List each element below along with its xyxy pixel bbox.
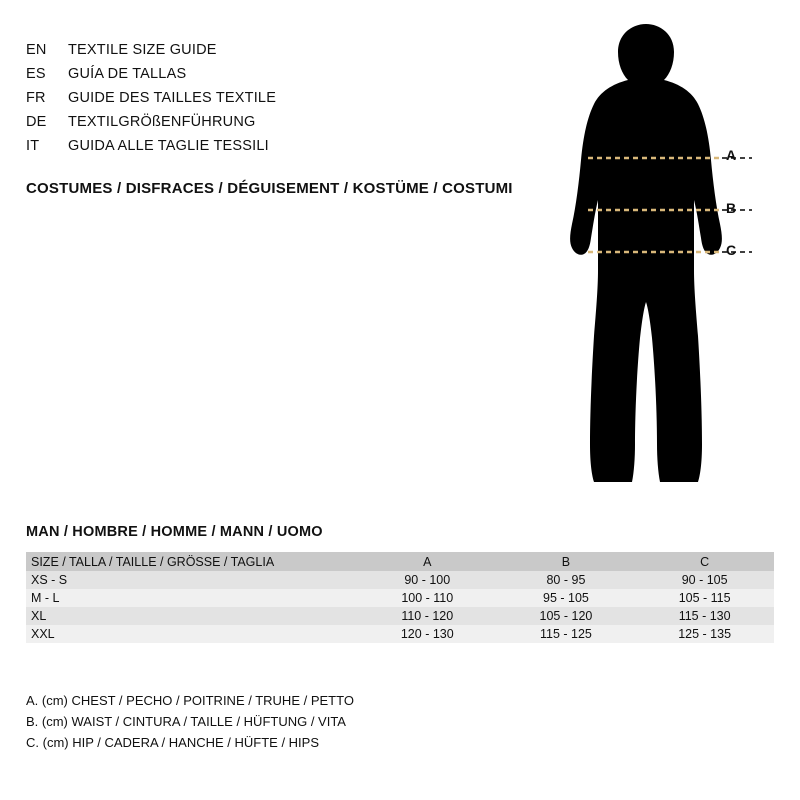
language-text: GUÍA DE TALLAS — [68, 66, 187, 82]
cell-waist: 115 - 125 — [539, 627, 592, 641]
table-row — [26, 607, 774, 625]
cell-hip: 125 - 135 — [678, 627, 732, 641]
size-table — [26, 552, 774, 643]
table-header-size: SIZE / TALLA / TAILLE / GRÖSSE / TAGLIA — [31, 554, 275, 569]
language-row — [26, 86, 466, 110]
language-code: ES — [26, 66, 46, 82]
cell-hip: 90 - 105 — [681, 573, 728, 587]
cell-chest: 120 - 130 — [400, 627, 454, 641]
costumes-subtitle: COSTUMES / DISFRACES / DÉGUISEMENT / KOSTÜME / COSTUMI — [26, 180, 513, 197]
legend-line-a: A. (cm) CHEST / PECHO / POITRINE / TRUHE / PETTO — [26, 693, 354, 708]
table-row — [26, 625, 774, 643]
cell-chest: 100 - 110 — [401, 591, 454, 605]
cell-waist: 105 - 120 — [539, 609, 593, 623]
language-text: TEXTILE SIZE GUIDE — [68, 42, 217, 58]
language-text: GUIDE DES TAILLES TEXTILE — [68, 90, 277, 106]
language-code: EN — [26, 42, 47, 58]
table-header-a: A — [423, 554, 432, 569]
cell-chest: 110 - 120 — [401, 609, 454, 623]
male-silhouette-icon — [540, 20, 780, 510]
measure-label-c: C — [726, 242, 737, 258]
language-row — [26, 110, 466, 134]
legend — [26, 690, 354, 753]
cell-size: XXL — [31, 627, 55, 641]
table-header — [26, 552, 774, 571]
legend-line-b: B. (cm) WAIST / CINTURA / TAILLE / HÜFTUNG / VITA — [26, 714, 346, 729]
cell-waist: 80 - 95 — [546, 573, 586, 587]
table-section-title: MAN / HOMBRE / HOMME / MANN / UOMO — [26, 524, 323, 540]
table-row — [26, 571, 774, 589]
legend-line-c: C. (cm) HIP / CADERA / HANCHE / HÜFTE / HIPS — [26, 735, 320, 750]
language-code: DE — [26, 114, 47, 130]
cell-hip: 115 - 130 — [678, 609, 731, 623]
language-row — [26, 134, 466, 158]
table-header-row — [26, 552, 774, 571]
cell-size: XL — [31, 609, 47, 623]
table-row — [26, 589, 774, 607]
table-header-c: C — [700, 554, 710, 569]
cell-waist: 95 - 105 — [543, 591, 589, 605]
table-body — [26, 571, 774, 643]
language-row — [26, 38, 466, 62]
measure-label-b: B — [726, 200, 737, 216]
measurement-figure — [540, 20, 780, 510]
language-text: GUIDA ALLE TAGLIE TESSILI — [68, 138, 269, 154]
cell-size: XS - S — [31, 573, 68, 587]
language-text: TEXTILGRÖßENFÜHRUNG — [68, 114, 256, 130]
table-header-b: B — [561, 554, 571, 569]
cell-size: M - L — [31, 591, 60, 605]
language-header-block — [26, 38, 466, 158]
cell-hip: 105 - 115 — [678, 591, 731, 605]
language-code: IT — [26, 138, 40, 154]
cell-chest: 90 - 100 — [404, 573, 451, 587]
language-code: FR — [26, 90, 46, 106]
language-row — [26, 62, 466, 86]
measure-label-a: A — [726, 147, 737, 163]
